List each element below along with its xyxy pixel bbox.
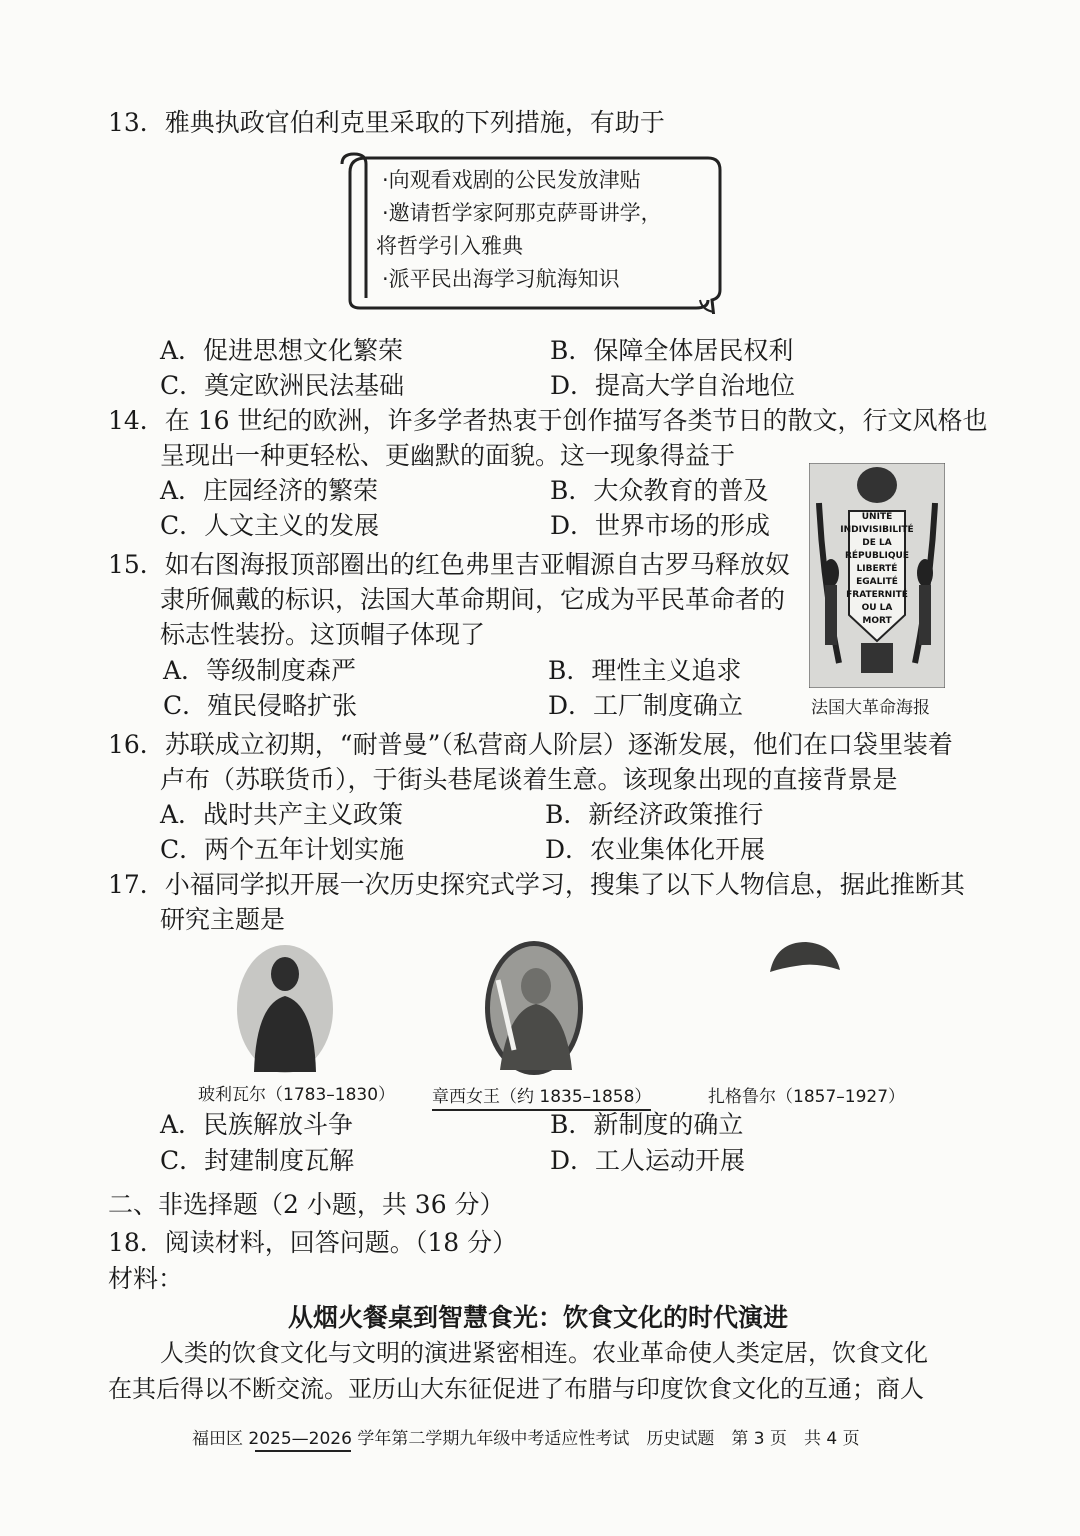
q16-stem-line-1: 16．苏联成立初期，“耐普曼”（私营商人阶层）逐渐发展，他们在口袋里装着 <box>108 730 953 759</box>
poster-caption: 法国大革命海报 <box>811 698 930 718</box>
q13-scroll-line-2: ·邀请哲学家阿那克萨哥讲学， <box>382 201 662 225</box>
q15-option-a: A．等级制度森严 <box>163 656 357 685</box>
q16-option-c: C．两个五年计划实施 <box>160 835 405 864</box>
q13-scroll-line-3: 将哲学引入雅典 <box>376 234 523 258</box>
q17-option-b: B．新制度的确立 <box>550 1110 744 1139</box>
q17-option-d: D．工人运动开展 <box>550 1146 746 1175</box>
q17-stem-line-2: 研究主题是 <box>160 905 286 934</box>
section-2-title: 二、非选择题（2 小题，共 36 分） <box>108 1190 505 1219</box>
q13-scroll-line-1: ·向观看戏剧的公民发放津贴 <box>382 168 641 192</box>
q17-option-a: A．民族解放斗争 <box>160 1110 354 1139</box>
q15-option-c: C．殖民侵略扩张 <box>163 691 358 720</box>
q15-option-d: D．工厂制度确立 <box>548 691 744 720</box>
q14-stem-line-1: 14．在 16 世纪的欧洲，许多学者热衷于创作描写各类节日的散文，行文风格也 <box>108 406 988 435</box>
q14-option-c: C．人文主义的发展 <box>160 511 380 540</box>
q17-caption-zaghloul: 扎格鲁尔（1857–1927） <box>708 1087 906 1107</box>
poster-word-9: MORT <box>862 616 892 626</box>
poster-word-1: UNITÉ <box>861 512 893 522</box>
q16-option-a: A．战时共产主义政策 <box>160 800 404 829</box>
zaghloul-portrait-image <box>766 938 842 982</box>
material-line-1: 人类的饮食文化与文明的演进紧密相连。农业革命使人类定居，饮食文化 <box>160 1339 928 1367</box>
material-title: 从烟火餐桌到智慧食光：饮食文化的时代演进 <box>288 1303 789 1332</box>
q18-stem: 18．阅读材料，回答问题。（18 分） <box>108 1228 518 1257</box>
q13-scroll-box <box>336 150 724 314</box>
material-label: 材料： <box>108 1264 184 1293</box>
q16-option-d: D．农业集体化开展 <box>545 835 766 864</box>
q13-option-d: D．提高大学自治地位 <box>550 371 796 400</box>
q16-option-b: B．新经济政策推行 <box>545 800 764 829</box>
q17-caption-bolivar: 玻利瓦尔（1783–1830） <box>198 1085 396 1105</box>
material-line-2: 在其后得以不断交流。亚历山大东征促进了布腊与印度饮食文化的互通；商人 <box>108 1375 924 1403</box>
q13-option-a: A．促进思想文化繁荣 <box>160 336 404 365</box>
q14-stem-line-2: 呈现出一种更轻松、更幽默的面貌。这一现象得益于 <box>160 441 736 470</box>
q15-stem-line-1: 15．如右图海报顶部圈出的红色弗里吉亚帽源自古罗马释放奴 <box>108 550 790 579</box>
q17-option-c: C．封建制度瓦解 <box>160 1146 355 1175</box>
q13-scroll-line-4: ·派平民出海学习航海知识 <box>382 267 620 291</box>
bolivar-portrait-image <box>236 944 334 1078</box>
q17-stem-line-1: 17．小福同学拟开展一次历史探究式学习，搜集了以下人物信息，据此推断其 <box>108 870 965 899</box>
q13-option-b: B．保障全体居民权利 <box>550 336 794 365</box>
poster-word-8: OU LA <box>861 603 893 613</box>
q15-option-b: B．理性主义追求 <box>548 656 742 685</box>
poster-word-6: EGALITÉ <box>856 577 898 587</box>
poster-word-4: RÉPUBLIQUE <box>844 551 910 561</box>
poster-word-5: LIBERTÉ <box>856 564 898 574</box>
poster-word-3: DE LA <box>862 538 892 548</box>
q14-option-d: D．世界市场的形成 <box>550 511 771 540</box>
page-footer: 福田区 2025—2026 学年第二学期九年级中考适应性考试 历史试题 第 3 页 共 4 页 <box>192 1429 860 1449</box>
rani-lakshmibai-portrait-image <box>484 940 584 1080</box>
q13-stem: 13．雅典执政官伯利克里采取的下列措施，有助于 <box>108 108 665 137</box>
q17-caption-rani: 章西女王（约 1835–1858） <box>432 1082 651 1111</box>
french-revolution-poster-image <box>809 463 945 688</box>
q14-option-b: B．大众教育的普及 <box>550 476 769 505</box>
q14-option-a: A．庄园经济的繁荣 <box>160 476 379 505</box>
q13-option-c: C．奠定欧洲民法基础 <box>160 371 405 400</box>
q16-stem-line-2: 卢布（苏联货币），于街头巷尾谈着生意。该现象出现的直接背景是 <box>160 765 898 794</box>
poster-word-2: INDIVISIBILITÉ <box>840 525 914 535</box>
q15-stem-line-3: 标志性装扮。这顶帽子体现了 <box>160 620 486 649</box>
footer-underline <box>255 1450 351 1452</box>
q15-stem-line-2: 隶所佩戴的标识，法国大革命期间，它成为平民革命者的 <box>160 585 786 614</box>
poster-word-7: FRATERNITÉ <box>846 590 908 600</box>
